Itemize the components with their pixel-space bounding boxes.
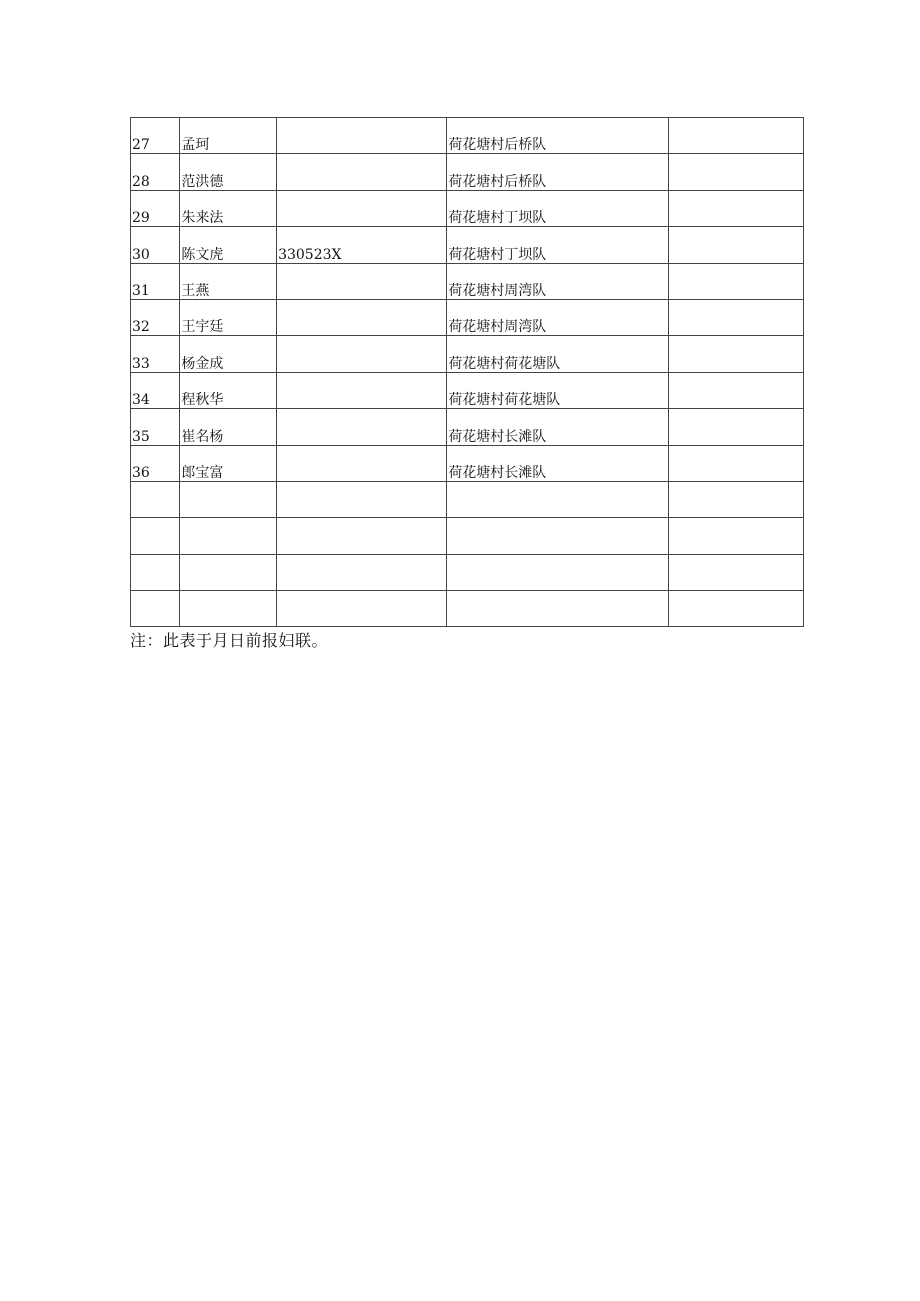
- roster-table-body: [131, 118, 804, 627]
- cell-row-number: [131, 190, 180, 226]
- person-name-text: 范洪德: [181, 173, 224, 190]
- row-number-text: 35: [132, 428, 150, 445]
- row-number-text: 36: [132, 464, 150, 481]
- table-row: [131, 409, 804, 445]
- cell-remarks: [668, 227, 803, 263]
- cell-person-name: [180, 336, 277, 372]
- cell-id-number: [277, 518, 447, 554]
- village-team-text: 荷花塘村长滩队: [448, 428, 547, 445]
- table-row: [131, 299, 804, 335]
- cell-village-team: [447, 227, 669, 263]
- person-name-text: 崔名杨: [181, 428, 224, 445]
- cell-village-team: [447, 263, 669, 299]
- person-name-text: 朱来法: [181, 210, 224, 227]
- cell-person-name: [180, 118, 277, 154]
- row-number-text: [131, 625, 179, 626]
- cell-id-number: [277, 372, 447, 408]
- cell-remarks: [668, 118, 803, 154]
- row-number-text: 31: [132, 282, 150, 299]
- village-team-text: 荷花塘村周湾队: [448, 319, 547, 336]
- table-row: [131, 445, 804, 481]
- cell-remarks: [668, 299, 803, 335]
- cell-person-name: [180, 481, 277, 517]
- cell-id-number: [277, 263, 447, 299]
- footnote: 注：此表于月日前报妇联。: [130, 631, 329, 650]
- cell-village-team: [447, 445, 669, 481]
- cell-id-number: [277, 481, 447, 517]
- person-name-text: 郎宝富: [181, 464, 224, 481]
- cell-remarks: [668, 518, 803, 554]
- person-name-text: 王宇廷: [181, 319, 224, 336]
- village-team-text: 荷花塘村长滩队: [448, 464, 547, 481]
- cell-row-number: [131, 554, 180, 590]
- table-row: [131, 554, 804, 590]
- cell-person-name: [180, 591, 277, 627]
- cell-row-number: [131, 299, 180, 335]
- cell-id-number: [277, 190, 447, 226]
- village-team-text: 荷花塘村荷花塘队: [448, 355, 561, 372]
- cell-village-team: [447, 154, 669, 190]
- row-number-text: 28: [132, 173, 150, 190]
- cell-remarks: [668, 445, 803, 481]
- cell-person-name: [180, 263, 277, 299]
- cell-remarks: [668, 591, 803, 627]
- table-row: [131, 154, 804, 190]
- cell-id-number: [277, 554, 447, 590]
- cell-person-name: [180, 227, 277, 263]
- table-row: [131, 227, 804, 263]
- cell-person-name: [180, 372, 277, 408]
- person-name-text: 程秋华: [181, 392, 224, 409]
- cell-person-name: [180, 190, 277, 226]
- village-team-text: 荷花塘村周湾队: [448, 282, 547, 299]
- cell-remarks: [668, 409, 803, 445]
- cell-row-number: [131, 518, 180, 554]
- table-row: [131, 518, 804, 554]
- cell-row-number: [131, 445, 180, 481]
- cell-village-team: [447, 118, 669, 154]
- village-team-text: 荷花塘村后桥队: [448, 137, 547, 154]
- cell-village-team: [447, 190, 669, 226]
- person-name-text: [180, 625, 276, 626]
- table-row: [131, 118, 804, 154]
- cell-village-team: [447, 481, 669, 517]
- person-name-text: 杨金成: [181, 355, 224, 372]
- cell-remarks: [668, 190, 803, 226]
- id-number-text: [277, 625, 446, 626]
- village-team-text: [447, 625, 668, 626]
- cell-row-number: [131, 372, 180, 408]
- remarks-text: [669, 625, 803, 626]
- cell-id-number: [277, 118, 447, 154]
- row-number-text: 32: [132, 319, 150, 336]
- cell-person-name: [180, 518, 277, 554]
- id-number-text: 330523X: [278, 246, 342, 263]
- table-row: [131, 481, 804, 517]
- cell-person-name: [180, 409, 277, 445]
- cell-person-name: [180, 445, 277, 481]
- person-name-text: 陈文虎: [181, 246, 224, 263]
- cell-row-number: [131, 227, 180, 263]
- village-team-text: 荷花塘村丁坝队: [448, 246, 547, 263]
- cell-remarks: [668, 263, 803, 299]
- cell-row-number: [131, 481, 180, 517]
- cell-id-number: [277, 336, 447, 372]
- cell-row-number: [131, 336, 180, 372]
- cell-id-number: [277, 445, 447, 481]
- village-team-text: 荷花塘村丁坝队: [448, 210, 547, 227]
- cell-village-team: [447, 299, 669, 335]
- village-team-text: 荷花塘村荷花塘队: [448, 392, 561, 409]
- cell-remarks: [668, 154, 803, 190]
- cell-village-team: [447, 591, 669, 627]
- cell-id-number: [277, 409, 447, 445]
- person-name-text: 孟珂: [181, 137, 210, 154]
- cell-person-name: [180, 554, 277, 590]
- row-number-text: 30: [132, 246, 150, 263]
- table-row: [131, 190, 804, 226]
- roster-table: [130, 117, 804, 627]
- cell-remarks: [668, 554, 803, 590]
- cell-id-number: [277, 299, 447, 335]
- cell-row-number: [131, 118, 180, 154]
- person-name-text: 王燕: [181, 282, 210, 299]
- village-team-text: 荷花塘村后桥队: [448, 173, 547, 190]
- cell-remarks: [668, 372, 803, 408]
- row-number-text: 34: [132, 392, 150, 409]
- table-row: [131, 336, 804, 372]
- cell-id-number: [277, 591, 447, 627]
- cell-row-number: [131, 263, 180, 299]
- cell-row-number: [131, 154, 180, 190]
- table-row: [131, 372, 804, 408]
- cell-village-team: [447, 372, 669, 408]
- cell-remarks: [668, 481, 803, 517]
- table-row: [131, 263, 804, 299]
- cell-remarks: [668, 336, 803, 372]
- cell-village-team: [447, 554, 669, 590]
- table-row: [131, 591, 804, 627]
- row-number-text: 27: [132, 137, 150, 154]
- cell-row-number: [131, 409, 180, 445]
- cell-person-name: [180, 299, 277, 335]
- row-number-text: 29: [132, 210, 150, 227]
- cell-row-number: [131, 591, 180, 627]
- cell-id-number: [277, 154, 447, 190]
- row-number-text: 33: [132, 355, 150, 372]
- cell-person-name: [180, 154, 277, 190]
- cell-village-team: [447, 409, 669, 445]
- cell-village-team: [447, 336, 669, 372]
- cell-village-team: [447, 518, 669, 554]
- cell-id-number: [277, 227, 447, 263]
